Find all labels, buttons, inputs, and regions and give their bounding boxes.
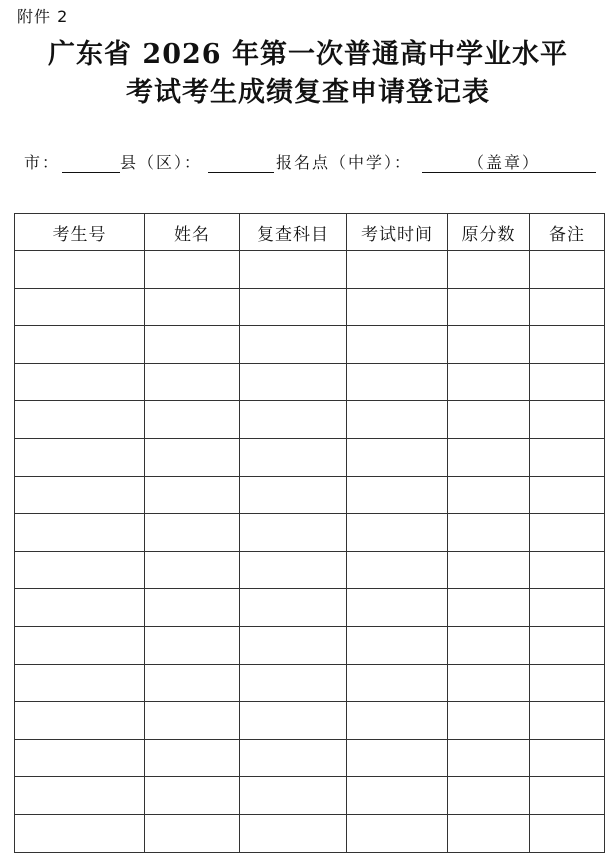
table-row	[15, 702, 605, 740]
table-cell[interactable]	[530, 514, 605, 552]
table-cell[interactable]	[347, 476, 448, 514]
table-cell[interactable]	[530, 589, 605, 627]
registration-table	[14, 213, 605, 853]
table-cell[interactable]	[530, 739, 605, 777]
table-cell[interactable]	[530, 626, 605, 664]
table-cell[interactable]	[145, 401, 240, 439]
table-cell[interactable]	[15, 551, 145, 589]
table-cell[interactable]	[145, 251, 240, 289]
table-cell[interactable]	[240, 739, 347, 777]
city-blank[interactable]	[62, 172, 120, 173]
table-cell[interactable]	[15, 626, 145, 664]
document-title-line-1: 广东省 2026 年第一次普通高中学业水平	[48, 39, 568, 70]
county-label: 县（区）：	[120, 153, 203, 172]
table-row	[15, 626, 605, 664]
table-cell[interactable]	[448, 401, 530, 439]
city-label: 市：	[24, 153, 61, 172]
site-label: 报名点（中学）：	[276, 153, 413, 172]
table-cell[interactable]	[347, 702, 448, 740]
table-cell[interactable]	[448, 626, 530, 664]
table-cell[interactable]	[145, 589, 240, 627]
table-cell[interactable]	[145, 288, 240, 326]
table-cell[interactable]	[15, 777, 145, 815]
table-cell[interactable]	[240, 251, 347, 289]
table-cell[interactable]	[240, 476, 347, 514]
table-cell[interactable]	[448, 438, 530, 476]
county-blank[interactable]	[208, 172, 274, 173]
table-row	[15, 326, 605, 364]
table-cell[interactable]	[347, 401, 448, 439]
table-cell[interactable]	[347, 589, 448, 627]
table-cell[interactable]	[530, 814, 605, 852]
table-row	[15, 514, 605, 552]
table-cell[interactable]	[530, 702, 605, 740]
table-cell[interactable]	[145, 702, 240, 740]
table-cell[interactable]	[240, 626, 347, 664]
table-row	[15, 739, 605, 777]
table-cell[interactable]	[347, 814, 448, 852]
table-cell[interactable]	[240, 401, 347, 439]
table-cell[interactable]	[145, 814, 240, 852]
table-cell[interactable]	[240, 514, 347, 552]
table-cell[interactable]	[240, 363, 347, 401]
table-cell[interactable]	[448, 589, 530, 627]
table-cell[interactable]	[145, 363, 240, 401]
table-cell[interactable]	[145, 326, 240, 364]
table-cell[interactable]	[240, 438, 347, 476]
table-cell[interactable]	[347, 739, 448, 777]
table-cell[interactable]	[448, 664, 530, 702]
table-cell[interactable]	[240, 551, 347, 589]
table-cell[interactable]	[448, 814, 530, 852]
table-cell[interactable]	[530, 438, 605, 476]
table-cell[interactable]	[448, 363, 530, 401]
table-cell[interactable]	[15, 251, 145, 289]
table-cell[interactable]	[530, 326, 605, 364]
table-cell[interactable]	[145, 551, 240, 589]
table-row	[15, 363, 605, 401]
table-cell[interactable]	[347, 251, 448, 289]
table-row	[15, 777, 605, 815]
table-cell[interactable]	[240, 326, 347, 364]
table-cell[interactable]	[530, 664, 605, 702]
table-cell[interactable]	[530, 288, 605, 326]
table-cell[interactable]	[448, 739, 530, 777]
table-cell[interactable]	[15, 438, 145, 476]
table-body	[15, 251, 605, 853]
table-header-row	[15, 214, 605, 251]
header-original-score: 原分数	[448, 214, 530, 251]
table-row	[15, 476, 605, 514]
table-cell[interactable]	[347, 664, 448, 702]
table-cell[interactable]	[15, 514, 145, 552]
table-cell[interactable]	[347, 551, 448, 589]
table-cell[interactable]	[530, 401, 605, 439]
header-review-subject: 复查科目	[240, 214, 347, 251]
table-row	[15, 288, 605, 326]
table-cell[interactable]	[145, 739, 240, 777]
header-name: 姓名	[145, 214, 240, 251]
table-cell[interactable]	[530, 476, 605, 514]
table-cell[interactable]	[240, 589, 347, 627]
table-cell[interactable]	[448, 251, 530, 289]
table-cell[interactable]	[448, 702, 530, 740]
table-cell[interactable]	[448, 476, 530, 514]
table-cell[interactable]	[145, 438, 240, 476]
seal-label: （盖章）	[468, 153, 541, 172]
table-row	[15, 438, 605, 476]
table-cell[interactable]	[347, 438, 448, 476]
table-cell[interactable]	[240, 288, 347, 326]
table-row	[15, 814, 605, 852]
form-header-line	[24, 150, 604, 178]
table-cell[interactable]	[448, 514, 530, 552]
table-cell[interactable]	[15, 739, 145, 777]
table-row	[15, 251, 605, 289]
table-cell[interactable]	[530, 251, 605, 289]
table-cell[interactable]	[145, 664, 240, 702]
table-cell[interactable]	[240, 664, 347, 702]
table-cell[interactable]	[448, 551, 530, 589]
table-cell[interactable]	[15, 476, 145, 514]
table-cell[interactable]	[15, 401, 145, 439]
table-cell[interactable]	[530, 551, 605, 589]
table-row	[15, 551, 605, 589]
table-cell[interactable]	[240, 702, 347, 740]
table-row	[15, 589, 605, 627]
table-row	[15, 664, 605, 702]
table-cell[interactable]	[15, 589, 145, 627]
table-cell[interactable]	[240, 777, 347, 815]
table-cell[interactable]	[145, 626, 240, 664]
header-remarks: 备注	[530, 214, 605, 251]
table-cell[interactable]	[347, 777, 448, 815]
table-cell[interactable]	[448, 777, 530, 815]
table-cell[interactable]	[145, 514, 240, 552]
table-cell[interactable]	[347, 626, 448, 664]
table-cell[interactable]	[15, 326, 145, 364]
table-cell[interactable]	[15, 664, 145, 702]
table-cell[interactable]	[145, 476, 240, 514]
table-cell[interactable]	[530, 777, 605, 815]
table-cell[interactable]	[240, 814, 347, 852]
table-cell[interactable]	[448, 288, 530, 326]
table-cell[interactable]	[530, 363, 605, 401]
table-cell[interactable]	[448, 326, 530, 364]
table-cell[interactable]	[347, 288, 448, 326]
table-cell[interactable]	[347, 363, 448, 401]
document-title-line-2: 考试考生成绩复查申请登记表	[126, 77, 490, 108]
table-cell[interactable]	[15, 288, 145, 326]
table-cell[interactable]	[347, 326, 448, 364]
table-row	[15, 401, 605, 439]
table-cell[interactable]	[15, 702, 145, 740]
table-cell[interactable]	[347, 514, 448, 552]
header-candidate-number: 考生号	[15, 214, 145, 251]
attachment-label: 附件 2	[17, 7, 69, 26]
table-cell[interactable]	[15, 363, 145, 401]
header-exam-time: 考试时间	[347, 214, 448, 251]
table-cell[interactable]	[145, 777, 240, 815]
table-cell[interactable]	[15, 814, 145, 852]
